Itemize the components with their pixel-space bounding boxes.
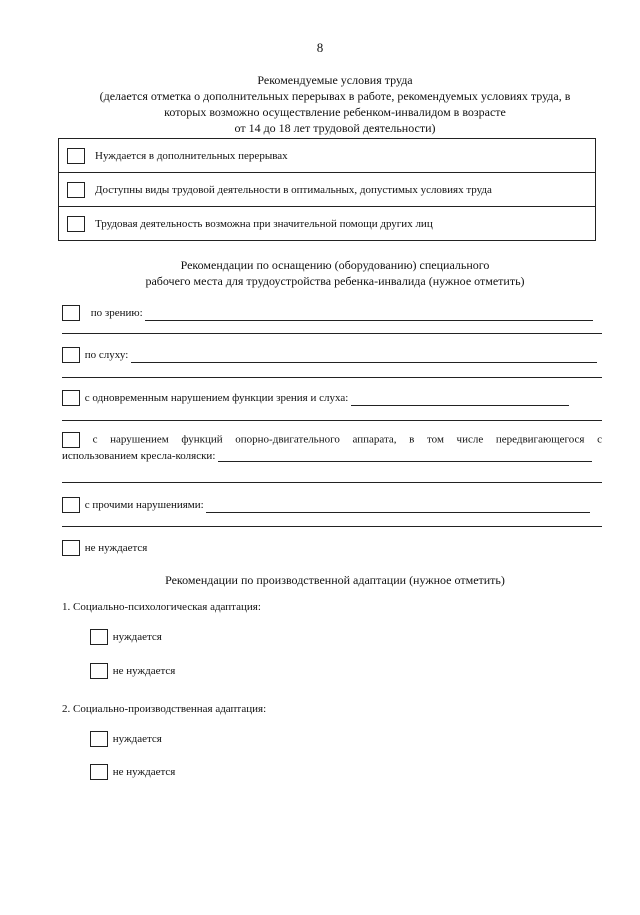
other-checkbox[interactable]: [62, 497, 80, 513]
optimal-conditions-checkbox[interactable]: [67, 182, 85, 198]
social-prod-heading: 2. Социально-производственная адаптация:: [62, 703, 267, 715]
other-row: [62, 497, 602, 513]
work-condition-label: Доступны виды трудовой деятельности в оптимальных, допустимых условиях труда: [95, 173, 596, 207]
musculoskeletal-line-1: [62, 432, 602, 448]
production-adaptation-title: Рекомендации по производственной адаптации (нужное отметить): [165, 573, 505, 587]
page-number: 8: [316, 40, 324, 55]
social-psych-needs-checkbox[interactable]: [90, 629, 108, 645]
work-conditions-title: Рекомендуемые условия труда: [257, 73, 413, 87]
work-conditions-subtitle-1: (делается отметка о дополнительных перерывах в работе, рекомендуемых условиях труда, в: [99, 89, 571, 103]
social-prod-not-needed-label: не нуждается: [112, 766, 176, 778]
social-psych-not-needed-row: [90, 663, 175, 679]
vision-label: по зрению:: [90, 307, 143, 319]
social-psych-not-needed-label: не нуждается: [112, 665, 176, 677]
hearing-checkbox[interactable]: [62, 347, 80, 363]
hearing-label: по слуху:: [84, 349, 129, 361]
musculoskeletal-label-2: использованием кресла-коляски:: [62, 450, 216, 462]
social-psych-needs-label: нуждается: [112, 631, 162, 643]
vision-checkbox[interactable]: [62, 305, 80, 321]
work-condition-row: [59, 173, 596, 207]
social-prod-not-needed-row: [90, 764, 175, 780]
social-prod-not-needed-checkbox[interactable]: [90, 764, 108, 780]
musculoskeletal-line-2: [62, 450, 602, 462]
musculoskeletal-checkbox[interactable]: [62, 432, 80, 448]
vision-extra-line[interactable]: [62, 333, 602, 334]
other-input-line[interactable]: [206, 512, 590, 513]
vision-input-line[interactable]: [145, 320, 593, 321]
combined-label: с одновременным нарушением функции зрения и слуха:: [84, 392, 349, 404]
work-condition-label: Нуждается в дополнительных перерывах: [95, 149, 288, 162]
musculoskeletal-extra-line[interactable]: [62, 482, 602, 483]
workplace-equipment-header: [60, 257, 610, 289]
equipment-not-needed-checkbox[interactable]: [62, 540, 80, 556]
musculoskeletal-row: [62, 432, 602, 462]
social-prod-needs-label: нуждается: [112, 733, 162, 745]
work-condition-row: [59, 207, 596, 241]
work-conditions-table: [58, 138, 596, 241]
social-psych-not-needed-checkbox[interactable]: [90, 663, 108, 679]
equipment-not-needed-row: [62, 540, 602, 556]
significant-help-checkbox[interactable]: [67, 216, 85, 232]
combined-input-line[interactable]: [351, 405, 569, 406]
workplace-equipment-title-1: Рекомендации по оснащению (оборудованию) специального: [180, 258, 490, 272]
hearing-extra-line[interactable]: [62, 377, 602, 378]
social-psych-heading: 1. Социально-психологическая адаптация:: [62, 601, 261, 613]
vision-row: [62, 305, 602, 321]
work-condition-row: [59, 139, 596, 173]
combined-row: [62, 390, 602, 406]
musculoskeletal-input-line[interactable]: [218, 461, 592, 462]
combined-extra-line[interactable]: [62, 420, 602, 421]
other-extra-line[interactable]: [62, 526, 602, 527]
work-conditions-subtitle-2: которых возможно осуществление ребенком-инвалидом в возрасте: [164, 105, 506, 119]
social-prod-needs-row: [90, 731, 162, 747]
work-conditions-subtitle-3: от 14 до 18 лет трудовой деятельности): [234, 121, 436, 135]
extra-breaks-checkbox[interactable]: [67, 148, 85, 164]
work-condition-label: Трудовая деятельность возможна при значительной помощи других лиц: [95, 207, 596, 241]
combined-checkbox[interactable]: [62, 390, 80, 406]
workplace-equipment-title-2: рабочего места для трудоустройства ребенка-инвалида (нужное отметить): [145, 274, 525, 288]
social-psych-needs-row: [90, 629, 162, 645]
equipment-not-needed-label: не нуждается: [84, 542, 148, 554]
work-conditions-header: [60, 72, 610, 136]
other-label: с прочими нарушениями:: [84, 499, 204, 511]
social-prod-needs-checkbox[interactable]: [90, 731, 108, 747]
hearing-row: [62, 347, 602, 363]
hearing-input-line[interactable]: [131, 362, 597, 363]
musculoskeletal-label-1: с нарушением функций опорно-двигательного аппарата, в том числе передвигающегося с: [92, 433, 602, 446]
